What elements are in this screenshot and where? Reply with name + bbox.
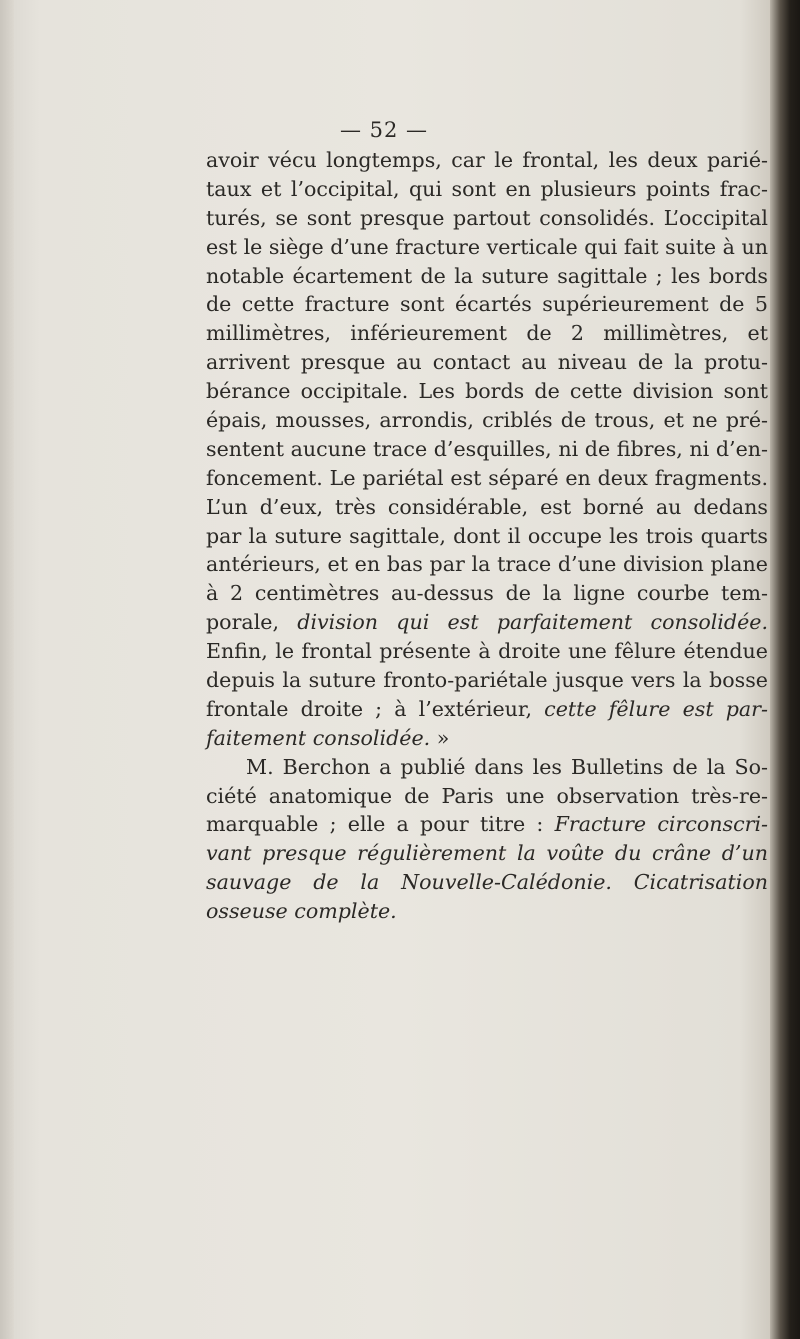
page-number: — 52 — [339,118,429,142]
text-span: foncement. Le pariétal est séparé en deux fragments. [206,465,768,490]
text-line [206,579,768,608]
text-line [206,406,768,435]
text-span: de cette fracture sont écartés supérieurement de 5 [206,292,768,317]
text-span: turés, se sont presque partout consolidés. L’occipital [206,205,768,230]
text-line [206,146,768,175]
text-line [206,839,768,868]
text-line [206,695,768,724]
italic-text: faitement consolidée. [206,725,431,750]
text-line [206,724,768,753]
text-line [206,464,768,493]
text-line [206,637,768,666]
text-span: frontale droite ; à l’extérieur, [206,696,545,721]
text-line [206,493,768,522]
text-span: depuis la suture fronto-pariétale jusque vers la bosse [206,668,768,693]
page-binding-shadow [770,0,800,1339]
text-span: marquable ; elle a pour titre : [206,812,555,837]
text-line [206,319,768,348]
text-line [206,435,768,464]
italic-text: vant presque régulièrement la voûte du crâne d’un [206,841,768,866]
text-span: » [430,725,450,750]
text-span: porale, [206,610,298,635]
text-line [206,377,768,406]
text-line [206,204,768,233]
page-left-edge [0,0,14,1339]
text-span: épais, mousses, arrondis, criblés de trous, et ne pré- [206,408,768,433]
text-line [206,348,768,377]
italic-text: sauvage de la Nouvelle-Calédonie. Cicatrisation [206,870,768,895]
italic-text: division qui est parfaitement consolidée. [297,610,768,635]
text-span: antérieurs, et en bas par la trace d’une division plane [206,552,768,577]
text-line [206,666,768,695]
text-span: Enfin, le frontal présente à droite une fêlure étendue [206,639,768,664]
text-span: taux et l’occipital, qui sont en plusieurs points frac- [206,176,768,201]
text-line [206,290,768,319]
text-line [206,810,768,839]
text-line [206,550,768,579]
italic-text: osseuse complète. [206,899,397,924]
italic-text: cette fêlure est par- [544,696,768,721]
body-text [206,146,768,926]
text-span: sentent aucune trace d’esquilles, ni de fibres, ni d’en- [206,436,768,461]
text-span: millimètres, inférieurement de 2 millimètres, et [206,321,768,346]
text-line [206,233,768,262]
text-line [206,782,768,811]
text-span: est le siège d’une fracture verticale qui fait suite à un [206,234,768,259]
text-span: avoir vécu longtemps, car le frontal, les deux parié- [206,148,768,172]
text-line [206,868,768,897]
text-span: M. Berchon a publié dans les Bulletins de la So- [246,754,768,779]
text-line [206,608,768,637]
text-span: ciété anatomique de Paris une observation très-re- [206,783,768,808]
italic-text: Fracture circonscri- [554,812,769,837]
text-line [206,753,768,782]
text-line [206,522,768,551]
text-span: L’un d’eux, très considérable, est borné au dedans [206,494,768,519]
text-span: arrivent presque au contact au niveau de la protu- [206,350,768,375]
text-line [206,175,768,204]
text-span: notable écartement de la suture sagittale ; les bords [206,263,768,288]
text-line [206,897,768,926]
text-span: bérance occipitale. Les bords de cette division sont [206,379,768,404]
text-span: à 2 centimètres au-dessus de la ligne courbe tem- [206,581,768,606]
text-line [206,262,768,291]
text-span: par la suture sagittale, dont il occupe les trois quarts [206,523,768,548]
